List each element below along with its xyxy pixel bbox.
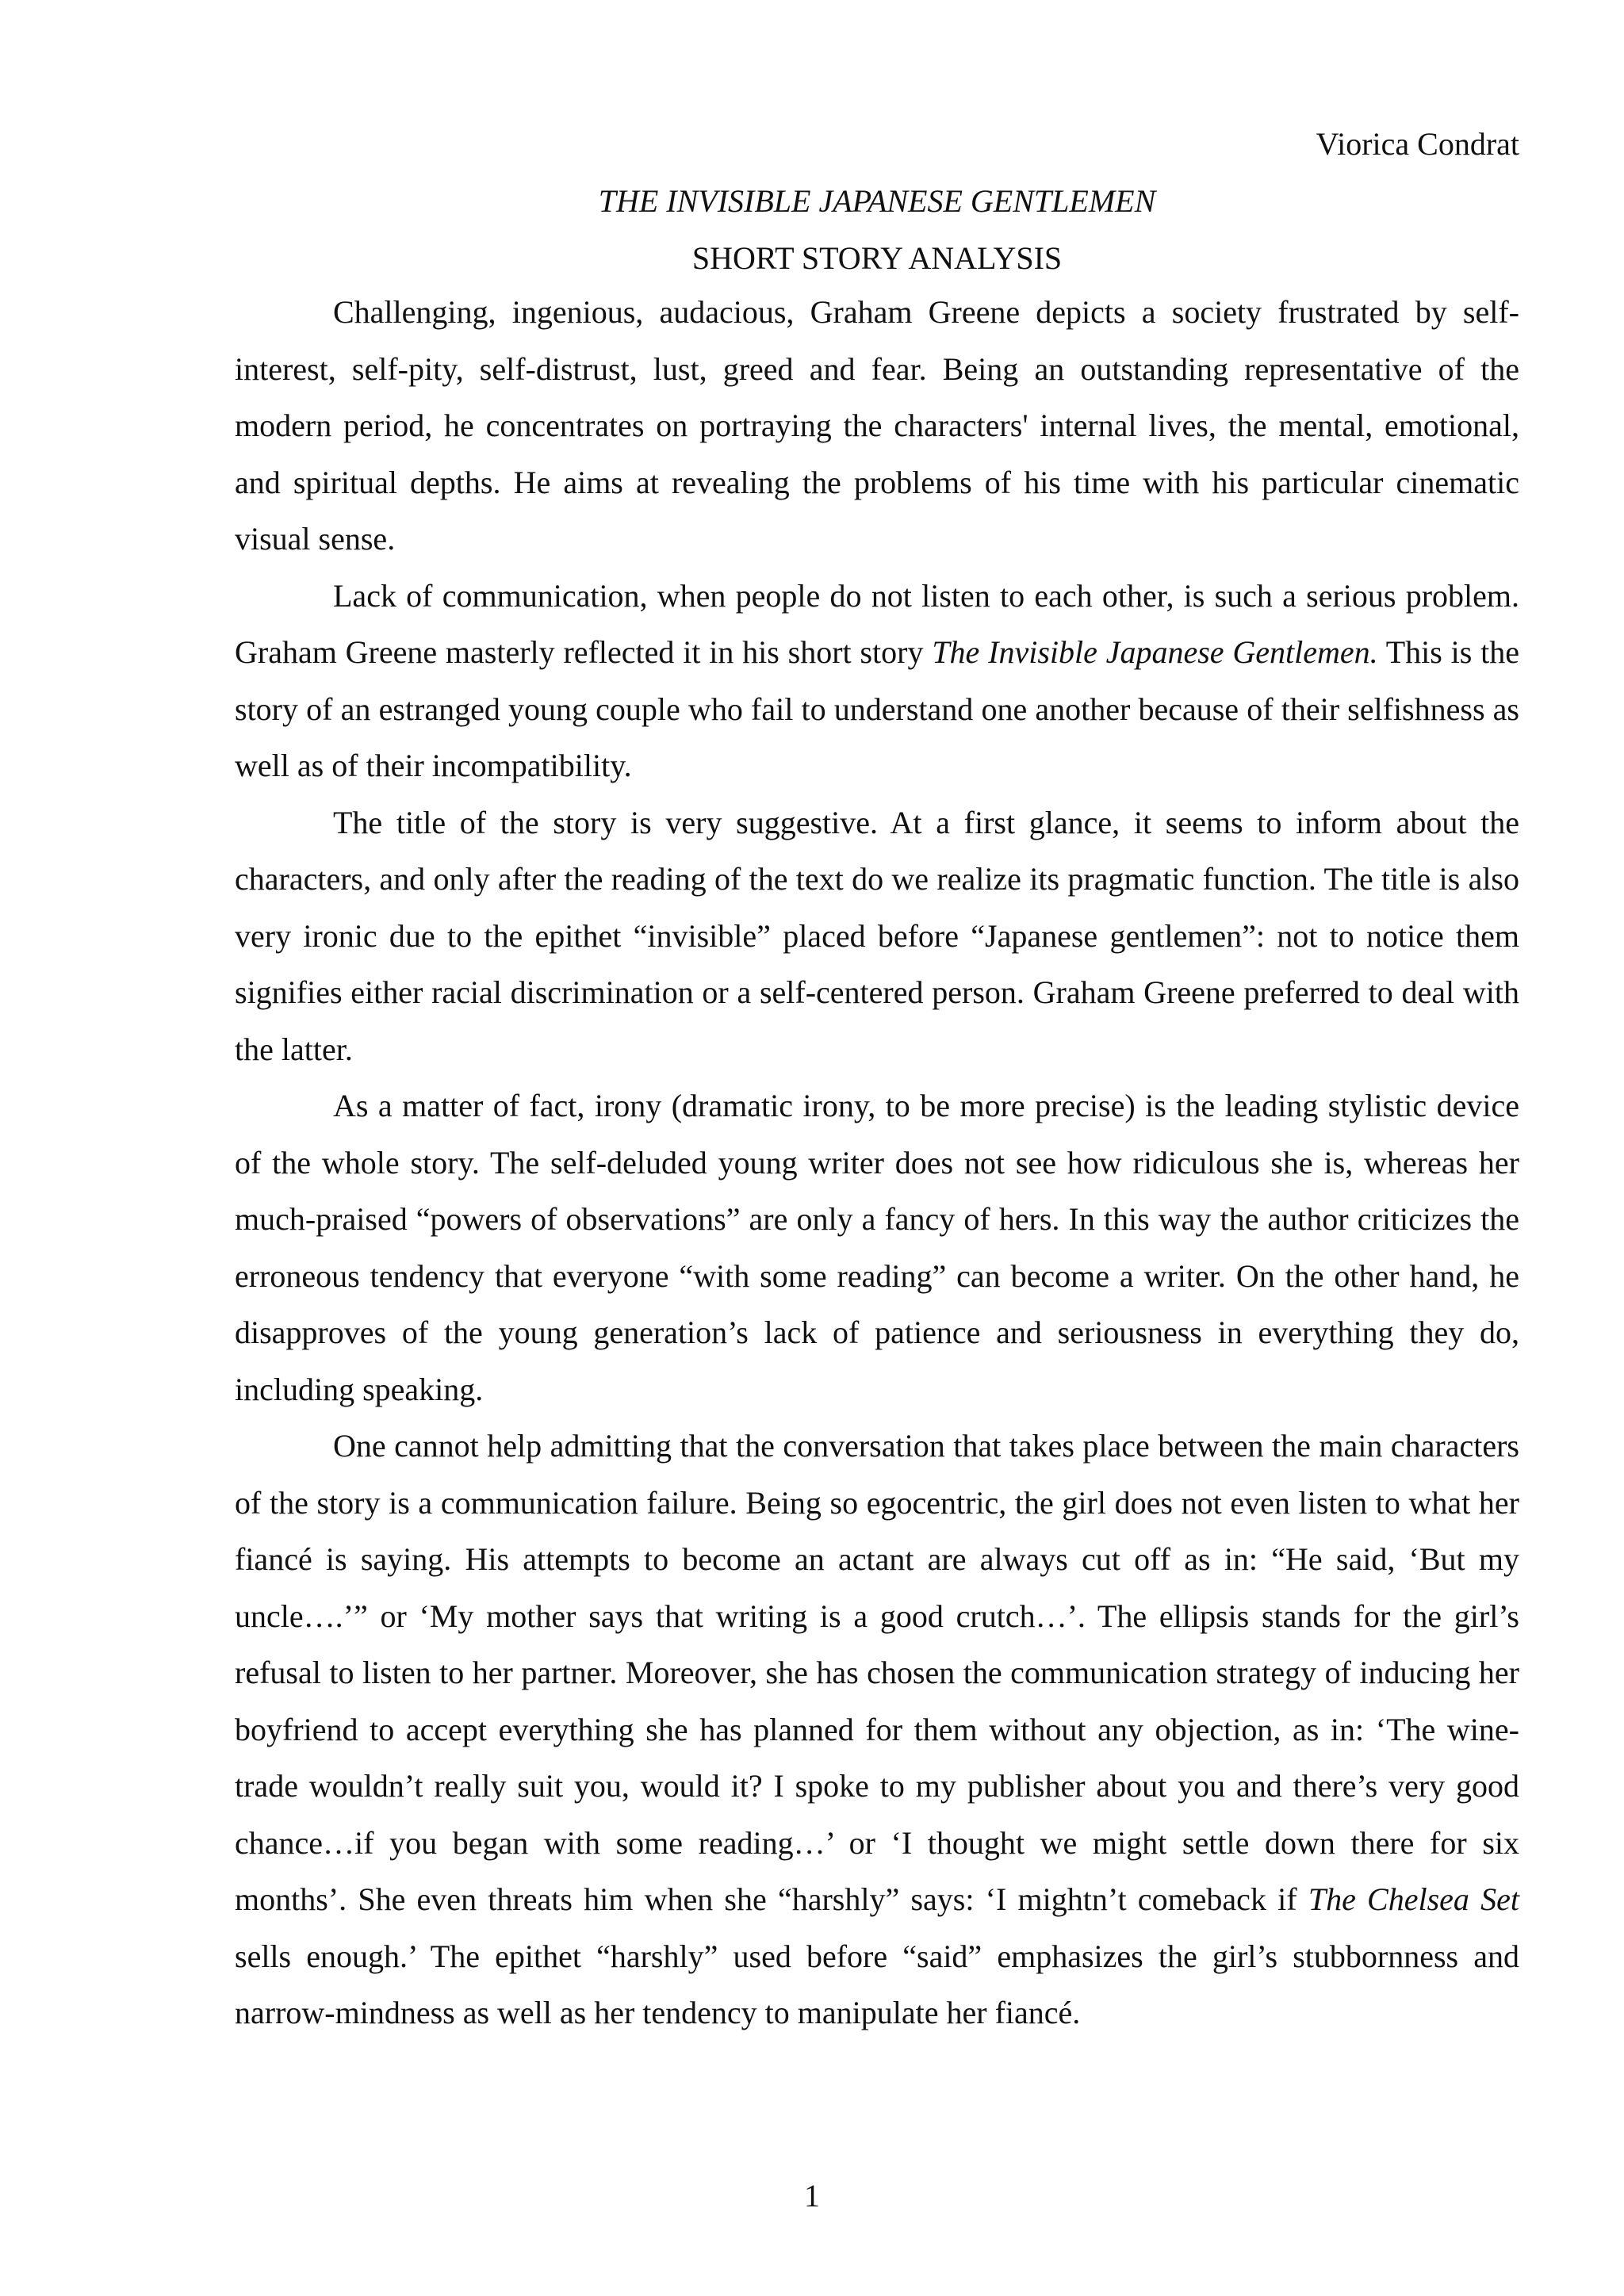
paragraph-text: One cannot help admitting that the conversation that takes place between the main characters of the story is a communication failure. Being so egocentric, the girl does not even listen to what her fiancé is saying. His attempts to become an actant are always cut off as in: “He said, ‘But my uncle….’” or ‘My mother says that writing is a good crutch…’. The ellipsis stands for the girl’s refusal to listen to her partner. Moreover, she has chosen the communication strategy of inducing her boyfriend to accept everything she has planned for them without any objection, as in: ‘The wine-trade wouldn’t really suit you, would it? I spoke to my publisher about you and there’s very good chance…if you began with some reading…’ or ‘I thought we might settle down there for six months’. She even threats him when she “harshly” says: ‘I mightn’t comeback if xyxy=(235,1428,1519,1917)
paragraph-4 xyxy=(235,1077,1519,1418)
paragraph-text: As a matter of fact, irony (dramatic irony, to be more precise) is the leading stylistic device of the whole story. The self-deluded young writer does not see how ridiculous she is, whereas her much-praised “powers of observations” are only a fancy of hers. In this way the author criticizes the erroneous tendency that everyone “with some reading” can become a writer. On the other hand, he disapproves of the young generation’s lack of patience and seriousness in everything they do, including speaking. xyxy=(235,1088,1519,1407)
paragraph-text: The title of the story is very suggestive. At a first glance, it seems to inform about the characters, and only after the reading of the text do we realize its pragmatic function. The title is also very ironic due to the epithet “invisible” placed before “Japanese gentlemen”: not to notice them signifies either racial discrimination or a self-centered person. Graham Greene preferred to deal with the latter. xyxy=(235,804,1519,1067)
paragraph-3 xyxy=(235,794,1519,1078)
document-title: THE INVISIBLE JAPANESE GENTLEMEN xyxy=(598,183,1156,219)
story-title-italic: The Invisible Japanese Gentlemen. xyxy=(932,634,1378,670)
document-subtitle: SHORT STORY ANALYSIS xyxy=(691,240,1063,276)
paragraph-text: Challenging, ingenious, audacious, Graham Greene depicts a society frustrated by self-interest, self-pity, self-distrust, lust, greed and fear. Being an outstanding representative of the modern period, he concentrates on portraying the characters' internal lives, the mental, emotional, and spiritual depths. He aims at revealing the problems of his time with his particular cinematic visual sense. xyxy=(235,294,1519,557)
paragraph-text: sells enough.’ The epithet “harshly” used before “said” emphasizes the girl’s stubbornness and narrow-mindness as well as her tendency to manipulate her fiancé. xyxy=(235,1938,1519,2030)
page-number: 1 xyxy=(804,2178,820,2214)
paragraph-1 xyxy=(235,284,1519,568)
paragraph-text: This is the story of an estranged young couple who fail to understand one another because of their selfishness as well as of their incompatibility. xyxy=(235,634,1520,783)
document-page xyxy=(235,119,1519,2042)
paragraph-5 xyxy=(235,1418,1519,2042)
paragraph-2 xyxy=(235,568,1519,794)
paragraph-text: Lack of communication, when people do not listen to each other, is such a serious problem. Graham Greene masterly reflected it in his short story xyxy=(235,577,1519,670)
author-name: Viorica Condrat xyxy=(1316,126,1519,162)
book-title-italic: The Chelsea Set xyxy=(1308,1881,1520,1917)
